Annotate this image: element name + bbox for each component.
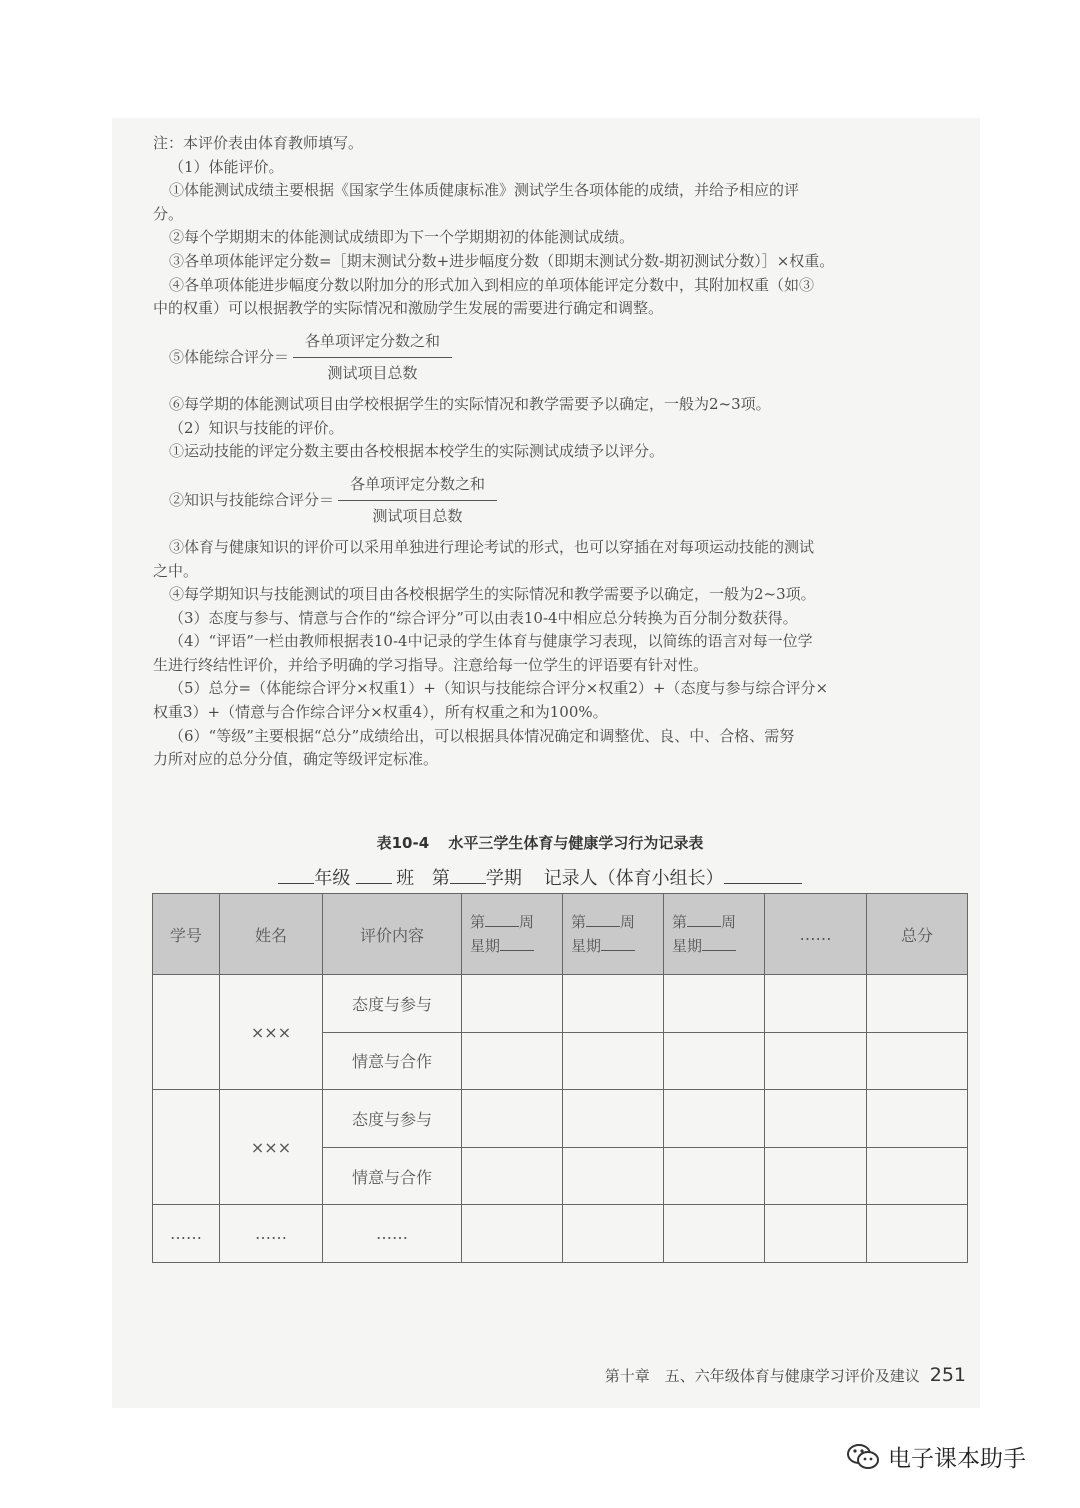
class-label: 班	[396, 868, 415, 889]
student-name-cell: ×××	[220, 1090, 323, 1205]
total-cell[interactable]	[867, 1090, 968, 1148]
section-1-title: （1）体能评价。	[169, 157, 284, 176]
note-4b: 生进行终结性评价，并给予明确的学习指导。注意给每一位学生的评语要有针对性。	[153, 655, 709, 674]
formula-numerator: 各单项评定分数之和	[293, 330, 452, 359]
ellipsis-cell: ……	[220, 1205, 323, 1263]
score-cell[interactable]	[462, 975, 563, 1033]
formula-lhs: ②知识与技能综合评分＝	[169, 491, 335, 510]
wechat-watermark	[846, 1440, 1026, 1473]
note-5a: （5）总分=（体能综合评分×权重1）+（知识与技能综合评分×权重2）+（态度与参与综合评分×	[169, 679, 829, 698]
note-1-1a: ①体能测试成绩主要根据《国家学生体质健康标准》测试学生各项体能的成绩，并给予相应的评	[169, 181, 800, 200]
class-blank[interactable]	[356, 865, 392, 884]
score-cell[interactable]	[765, 1090, 867, 1148]
item-emotion: 情意与合作	[323, 1032, 462, 1090]
note-2-3b: 之中。	[153, 561, 199, 580]
total-cell[interactable]	[867, 1147, 968, 1205]
header-week-3: 第 周 星期	[664, 894, 765, 975]
score-cell[interactable]	[765, 1147, 867, 1205]
note-6b: 力所对应的总分分值，确定等级评定标准。	[153, 750, 439, 769]
ellipsis-cell: ……	[323, 1205, 462, 1263]
note-3: （3）态度与参与、情意与合作的“综合评分”可以由表10-4中相应总分转换为百分制分数获得。	[169, 608, 798, 627]
score-cell[interactable]	[563, 1205, 664, 1263]
note-2-1: ①运动技能的评定分数主要由各校根据本校学生的实际测试成绩予以评分。	[169, 442, 665, 461]
score-cell[interactable]	[462, 1032, 563, 1090]
watermark-label: 电子课本助手	[888, 1446, 1026, 1472]
chapter-title: 第十章 五、六年级体育与健康学习评价及建议	[604, 1367, 920, 1385]
note-4a: （4）“评语”一栏由教师根据表10-4中记录的学生体育与健康学习表现，以简练的语言对每一位学	[169, 632, 813, 651]
header-more: ……	[765, 894, 867, 975]
formula-physical-score	[169, 330, 968, 386]
note-1-4a: ④各单项体能进步幅度分数以附加分的形式加入到相应的单项体能评定分数中，其附加权重（如③	[169, 275, 815, 294]
table-row	[153, 975, 968, 1033]
header-student-id: 学号	[153, 894, 220, 975]
item-attitude: 态度与参与	[323, 1090, 462, 1148]
header-total: 总分	[867, 894, 968, 975]
score-cell[interactable]	[563, 1032, 664, 1090]
table-row	[153, 1090, 968, 1148]
note-1-3: ③各单项体能评定分数=［期末测试分数+进步幅度分数（即期末测试分数-期初测试分数）］×权重。	[169, 251, 835, 270]
score-cell[interactable]	[664, 1032, 765, 1090]
table-number: 表10-4	[376, 834, 430, 852]
note-1-4b: 中的权重）可以根据教学的实际情况和激励学生发展的需要进行确定和调整。	[153, 299, 664, 318]
table-header-row	[153, 894, 968, 975]
note-1-2: ②每个学期期末的体能测试成绩即为下一个学期期初的体能测试成绩。	[169, 228, 635, 247]
table-caption	[0, 832, 1080, 853]
table-fill-in-line	[0, 864, 1080, 890]
ellipsis-cell: ……	[153, 1205, 220, 1263]
page-number: 251	[929, 1364, 966, 1386]
note-1-6: ⑥每学期的体能测试项目由学校根据学生的实际情况和教学需要予以确定，一般为2~3项。	[169, 394, 771, 413]
total-cell[interactable]	[867, 975, 968, 1033]
score-cell[interactable]	[462, 1147, 563, 1205]
score-cell[interactable]	[462, 1205, 563, 1263]
score-cell[interactable]	[664, 975, 765, 1033]
score-cell[interactable]	[563, 1090, 664, 1148]
score-cell[interactable]	[563, 975, 664, 1033]
term-label: 学期	[485, 868, 522, 889]
note-2-4: ④每学期知识与技能测试的项目由各校根据学生的实际情况和教学需要予以确定，一般为2~3项。	[169, 585, 816, 604]
grade-blank[interactable]	[278, 865, 314, 884]
page-footer	[0, 1364, 966, 1386]
behavior-record-table	[152, 893, 968, 1263]
note-1-1b: 分。	[153, 204, 184, 223]
total-cell[interactable]	[867, 1032, 968, 1090]
note-6a: （6）“等级”主要根据“总分”成绩给出，可以根据具体情况确定和调整优、良、中、合格、需努	[169, 726, 795, 745]
recorder-blank[interactable]	[724, 865, 802, 884]
formula-lhs: ⑤体能综合评分＝	[169, 348, 290, 367]
score-cell[interactable]	[765, 975, 867, 1033]
formula-denominator: 测试项目总数	[327, 364, 418, 383]
table-row	[153, 1205, 968, 1263]
formula-denominator: 测试项目总数	[372, 507, 463, 526]
score-cell[interactable]	[664, 1090, 765, 1148]
formula-knowledge-score	[169, 473, 968, 529]
table-title: 水平三学生体育与健康学习行为记录表	[448, 834, 704, 852]
section-2-title: （2）知识与技能的评价。	[169, 418, 344, 437]
term-prefix: 第	[431, 868, 450, 889]
item-attitude: 态度与参与	[323, 975, 462, 1033]
score-cell[interactable]	[664, 1147, 765, 1205]
recorder-label: 记录人（体育小组长）	[543, 868, 724, 889]
student-name-cell: ×××	[220, 975, 323, 1090]
term-blank[interactable]	[450, 865, 486, 884]
total-cell[interactable]	[867, 1205, 968, 1263]
score-cell[interactable]	[563, 1147, 664, 1205]
header-name: 姓名	[220, 894, 323, 975]
evaluation-notes	[153, 132, 968, 772]
score-cell[interactable]	[765, 1205, 867, 1263]
score-cell[interactable]	[664, 1205, 765, 1263]
header-week-2: 第 周 星期	[563, 894, 664, 975]
score-cell[interactable]	[765, 1032, 867, 1090]
note-5b: 权重3）+（情意与合作综合评分×权重4），所有权重之和为100%。	[153, 703, 608, 722]
score-cell[interactable]	[462, 1090, 563, 1148]
student-id-cell[interactable]	[153, 975, 220, 1090]
header-week-1: 第 周 星期	[462, 894, 563, 975]
notes-intro: 注：本评价表由体育教师填写。	[153, 134, 364, 152]
wechat-icon	[846, 1442, 880, 1472]
item-emotion: 情意与合作	[323, 1147, 462, 1205]
header-content: 评价内容	[323, 894, 462, 975]
student-id-cell[interactable]	[153, 1090, 220, 1205]
grade-label: 年级	[314, 868, 351, 889]
formula-numerator: 各单项评定分数之和	[338, 473, 497, 502]
note-2-3a: ③体育与健康知识的评价可以采用单独进行理论考试的形式，也可以穿插在对每项运动技能的测试	[169, 537, 815, 556]
